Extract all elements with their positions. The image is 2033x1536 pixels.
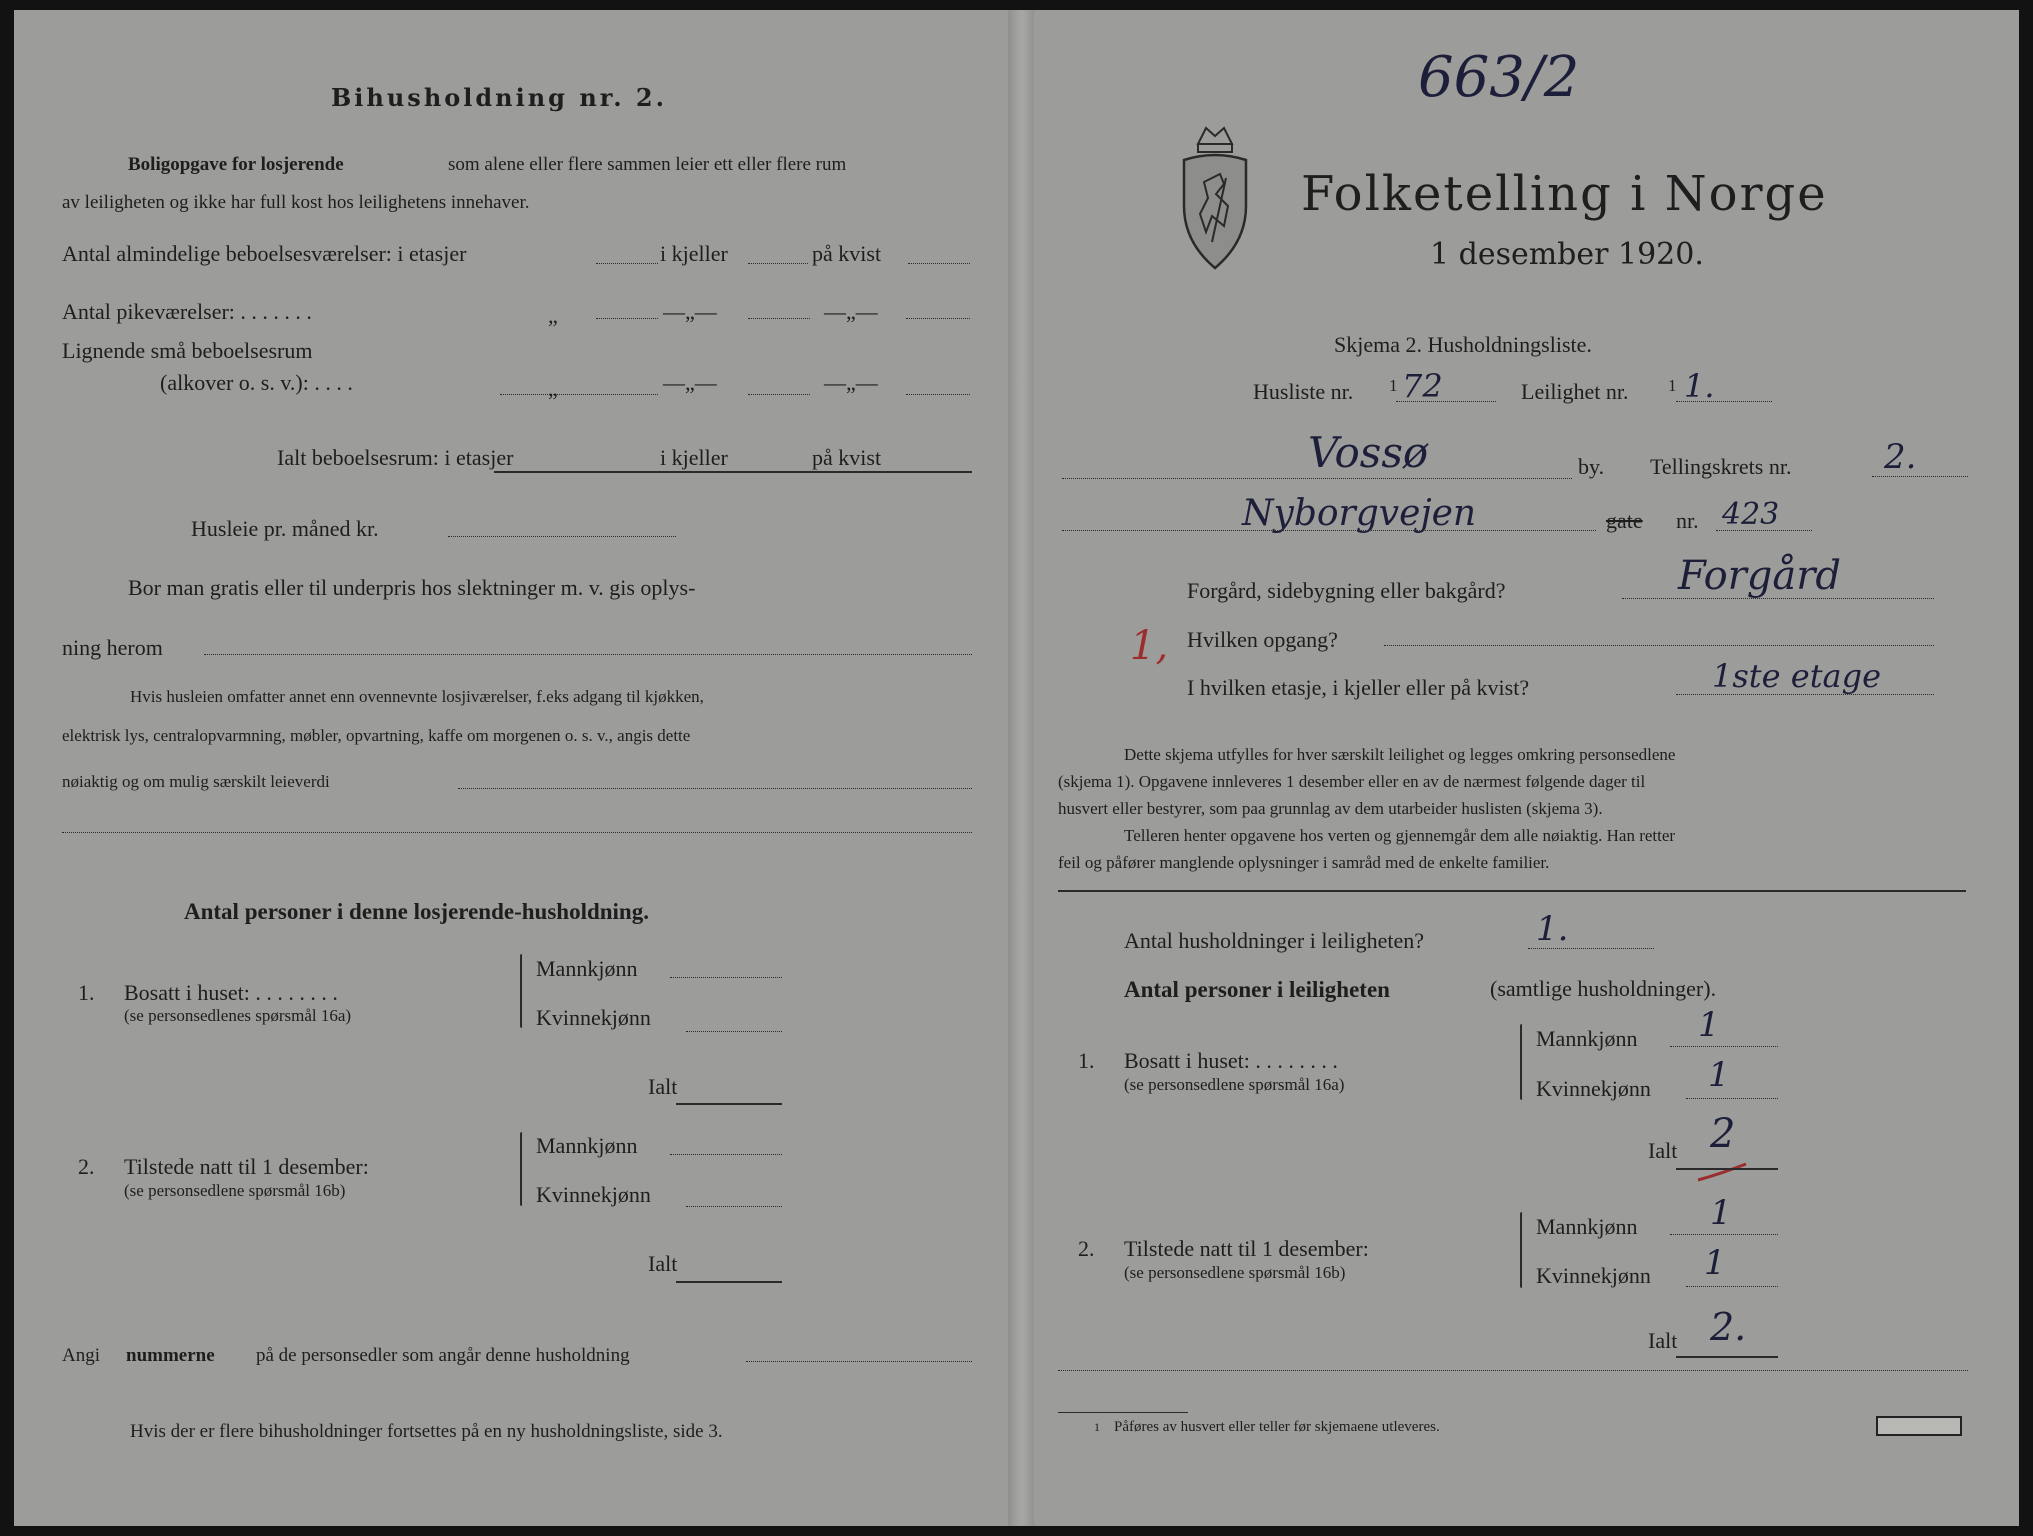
kjeller-field[interactable] [748, 263, 808, 264]
gratis-field[interactable] [204, 654, 972, 655]
info-line1: Dette skjema utfylles for hver særskilt leilighet og legges omkring personsedlene [1124, 745, 1676, 764]
q2-kvinne-right: Kvinnekjønn [1536, 1263, 1651, 1288]
etasje-label: I hvilken etasje, i kjeller eller på kvist? [1187, 675, 1530, 700]
antal-heading-left: Antal personer i denne losjerende-husholdning. [184, 899, 649, 924]
left-title: Bihusholdning nr. 2. [331, 83, 667, 112]
leilighet-label: Leilighet nr. [1521, 379, 1629, 404]
q2-kvinne-left: Kvinnekjønn [536, 1182, 651, 1207]
q1-ialt-left: Ialt [648, 1074, 678, 1099]
q2-mann-left: Mannkjønn [536, 1133, 638, 1158]
coat-of-arms-icon [1176, 122, 1254, 272]
lignende-line2: (alkover o. s. v.): . . . . [160, 370, 353, 395]
page-fold [1008, 10, 1034, 1526]
etasje-value[interactable]: 1ste etage [1712, 657, 1882, 695]
printer-stamp [1876, 1416, 1962, 1436]
info-line4: Telleren henter opgavene hos verten og gjennemgår dem alle nøiaktig. Han retter [1124, 826, 1676, 845]
husliste-label: Husliste nr. [1253, 379, 1354, 404]
husliste-value[interactable]: 72 [1402, 367, 1443, 405]
krets-field[interactable] [1872, 476, 1968, 477]
q2-mann-field-right[interactable] [1670, 1234, 1778, 1235]
leieverdi-field[interactable] [458, 788, 972, 789]
rooms-label: Antal almindelige beboelsesværelser: i etasjer [62, 241, 467, 266]
angi-pre: Angi [62, 1345, 100, 1366]
q2-mann-right: Mannkjønn [1536, 1214, 1638, 1239]
q1-mann-value[interactable]: 1 [1698, 1005, 1720, 1045]
q1-mann-field-right[interactable] [1670, 1046, 1778, 1047]
q2-ialt-left: Ialt [648, 1251, 678, 1276]
pike-ditto-2: —„— [663, 299, 717, 324]
opgang-field[interactable] [1384, 645, 1934, 646]
street-nr-value[interactable]: 423 [1722, 497, 1780, 532]
q1-ialt-right: Ialt [1648, 1138, 1678, 1163]
q2-brace-left [520, 1132, 522, 1206]
ialt-rooms-label: Ialt beboelsesrum: i etasjer [277, 445, 514, 470]
lignende-etasjer-field[interactable] [500, 394, 658, 395]
leilighet-footnote-mark: 1 [1668, 376, 1677, 395]
q2-ialt-field-left[interactable] [676, 1281, 782, 1283]
by-label: by. [1578, 454, 1605, 479]
intro-rest: som alene eller flere sammen leier ett eller flere rum [448, 154, 847, 175]
husleie-label: Husleie pr. måned kr. [191, 516, 379, 541]
ialt-kvist-label: på kvist [812, 445, 882, 470]
q2-num-left: 2. [78, 1154, 95, 1179]
street-value[interactable]: Nyborgvejen [1242, 493, 1477, 534]
info-line5: feil og påfører manglende oplysninger i samråd med de enkelte familier. [1058, 853, 1550, 872]
hvis-line1: Hvis husleien omfatter annet enn ovennevnte losjiværelser, f.eks adgang til kjøkken, [130, 687, 704, 706]
angi-bold: nummerne [126, 1345, 215, 1366]
q2-label-left: Tilstede natt til 1 desember: [124, 1154, 369, 1179]
leilighet-field[interactable] [1676, 401, 1772, 402]
street-field[interactable] [1062, 530, 1596, 531]
street-nr-field[interactable] [1716, 530, 1812, 531]
intro-line2: av leiligheten og ikke har full kost hos leilighetens innehaver. [62, 192, 530, 213]
q2-num-right: 2. [1078, 1236, 1095, 1261]
opgang-red-mark: 1, [1130, 623, 1169, 669]
footnote-mark: 1 [1094, 1420, 1100, 1434]
q2-ialt-right: Ialt [1648, 1328, 1678, 1353]
angi-post: på de personsedler som angår denne husholdning [256, 1345, 630, 1366]
red-check-mark-icon [1694, 1160, 1750, 1184]
lignende-line1: Lignende små beboelsesrum [62, 338, 313, 363]
q1-mann-field-left[interactable] [670, 977, 782, 978]
q1-mann-left: Mannkjønn [536, 956, 638, 981]
q1-brace-left [520, 954, 522, 1028]
lignende-ditto-3: —„— [824, 370, 878, 395]
gratis-line1: Bor man gratis eller til underpris hos slektninger m. v. gis oplys- [128, 575, 696, 600]
pike-etasjer-field[interactable] [596, 318, 658, 319]
kvist-field[interactable] [908, 263, 970, 264]
q2-sub-right: (se personsedlene spørsmål 16b) [1124, 1263, 1346, 1282]
angi-field[interactable] [746, 1361, 972, 1362]
q2-kvinne-field-left[interactable] [686, 1206, 782, 1207]
pike-ditto-3: —„— [824, 299, 878, 324]
krets-value[interactable]: 2. [1884, 437, 1917, 477]
ialt-kjeller-label: i kjeller [660, 445, 728, 470]
leieverdi-field-2[interactable] [62, 832, 972, 833]
info-divider [1058, 890, 1966, 892]
q2-kvinne-value[interactable]: 1 [1704, 1243, 1726, 1283]
q1-kvinne-right: Kvinnekjønn [1536, 1076, 1651, 1101]
lignende-ditto-1: „ [548, 376, 558, 401]
q1-kvinne-field-right[interactable] [1686, 1098, 1778, 1099]
ialt-rooms-line[interactable] [494, 471, 972, 473]
q1-num-left: 1. [78, 980, 95, 1005]
lignende-kjeller-field[interactable] [748, 394, 810, 395]
q1-sub-left: (se personsedlenes spørsmål 16a) [124, 1006, 352, 1025]
husliste-field[interactable] [1396, 401, 1496, 402]
lignende-kvist-field[interactable] [906, 394, 970, 395]
pike-label: Antal pikeværelser: . . . . . . . [62, 299, 312, 324]
hvis-line2: elektrisk lys, centralopvarmning, møbler, opvartning, kaffe om morgenen o. s. v., angis dette [62, 726, 691, 745]
pike-ditto-1: „ [548, 303, 558, 328]
info-line2: (skjema 1). Opgavene innleveres 1 desember eller en av de nærmest følgende dager til [1058, 772, 1646, 791]
hush-label: Antal husholdninger i leiligheten? [1124, 928, 1424, 953]
q1-kvinne-left: Kvinnekjønn [536, 1005, 651, 1030]
q2-kvinne-field-right[interactable] [1686, 1286, 1778, 1287]
by-field[interactable] [1062, 478, 1572, 479]
krets-label: Tellingskrets nr. [1650, 454, 1792, 479]
intro-bold: Boligopgave for losjerende [128, 154, 344, 175]
pike-kvist-field[interactable] [906, 318, 970, 319]
q2-ialt-value[interactable]: 2. [1710, 1305, 1747, 1349]
schema-label: Skjema 2. Husholdningsliste. [1334, 332, 1592, 357]
opgang-label: Hvilken opgang? [1187, 627, 1338, 652]
q1-kvinne-value[interactable]: 1 [1708, 1055, 1730, 1095]
pike-kjeller-field[interactable] [748, 318, 810, 319]
leilighet-value[interactable]: 1. [1684, 367, 1715, 405]
q2-ialt-field-right[interactable] [1676, 1356, 1778, 1358]
hvis-line3: nøiaktig og om mulig særskilt leieverdi [62, 772, 330, 791]
etasjer-field[interactable] [596, 263, 658, 264]
street-nr-label: nr. [1676, 508, 1699, 533]
footnote-text: Påføres av husvert eller teller før skjemaene utleveres. [1114, 1419, 1440, 1435]
gratis-line2: ning herom [62, 635, 163, 660]
q1-ialt-field-left[interactable] [676, 1103, 782, 1105]
etasje-field[interactable] [1676, 694, 1934, 695]
q2-label-right: Tilstede natt til 1 desember: [1124, 1236, 1369, 1261]
right-bottom-rule [1058, 1370, 1968, 1371]
husleie-field[interactable] [448, 536, 676, 537]
q1-brace-right [1520, 1024, 1522, 1100]
antal-heading-rest: (samtlige husholdninger). [1490, 976, 1717, 1001]
q2-mann-field-left[interactable] [670, 1154, 782, 1155]
footnote-rule [1058, 1412, 1188, 1413]
hush-value[interactable]: 1. [1536, 909, 1569, 949]
archive-number: 663/2 [1418, 45, 1580, 110]
q2-brace-right [1520, 1212, 1522, 1288]
q1-num-right: 1. [1078, 1048, 1095, 1073]
q1-sub-right: (se personsedlene spørsmål 16a) [1124, 1075, 1345, 1094]
left-footer: Hvis der er flere bihusholdninger fortsettes på en ny husholdningsliste, side 3. [130, 1421, 723, 1442]
q2-sub-left: (se personsedlene spørsmål 16b) [124, 1181, 346, 1200]
by-value[interactable]: Vossø [1308, 428, 1429, 477]
forgard-value[interactable]: Forgård [1678, 553, 1841, 599]
q1-label-right: Bosatt i huset: . . . . . . . . [1124, 1048, 1338, 1073]
gate-label: gate [1606, 508, 1643, 533]
q1-ialt-field-right[interactable] [1676, 1168, 1778, 1170]
q1-ialt-value[interactable]: 2 [1710, 1111, 1736, 1157]
census-date: 1 desember 1920. [1430, 237, 1704, 272]
q1-mann-right: Mannkjønn [1536, 1026, 1638, 1051]
q1-kvinne-field-left[interactable] [686, 1031, 782, 1032]
forgard-field[interactable] [1622, 598, 1934, 599]
q1-label-left: Bosatt i huset: . . . . . . . . [124, 980, 338, 1005]
lignende-ditto-2: —„— [663, 370, 717, 395]
forgard-label: Forgård, sidebygning eller bakgård? [1187, 578, 1506, 603]
husliste-footnote-mark: 1 [1389, 376, 1398, 395]
hush-field[interactable] [1528, 948, 1654, 949]
info-line3: husvert eller bestyrer, som paa grunnlag av dem utarbeider huslisten (skjema 3). [1058, 799, 1603, 818]
rooms-kjeller-label: i kjeller [660, 241, 728, 266]
rooms-kvist-label: på kvist [812, 241, 882, 266]
antal-heading-right: Antal personer i leiligheten [1124, 977, 1390, 1002]
right-title: Folketelling i Norge [1301, 166, 1828, 222]
q2-mann-value[interactable]: 1 [1710, 1193, 1732, 1233]
